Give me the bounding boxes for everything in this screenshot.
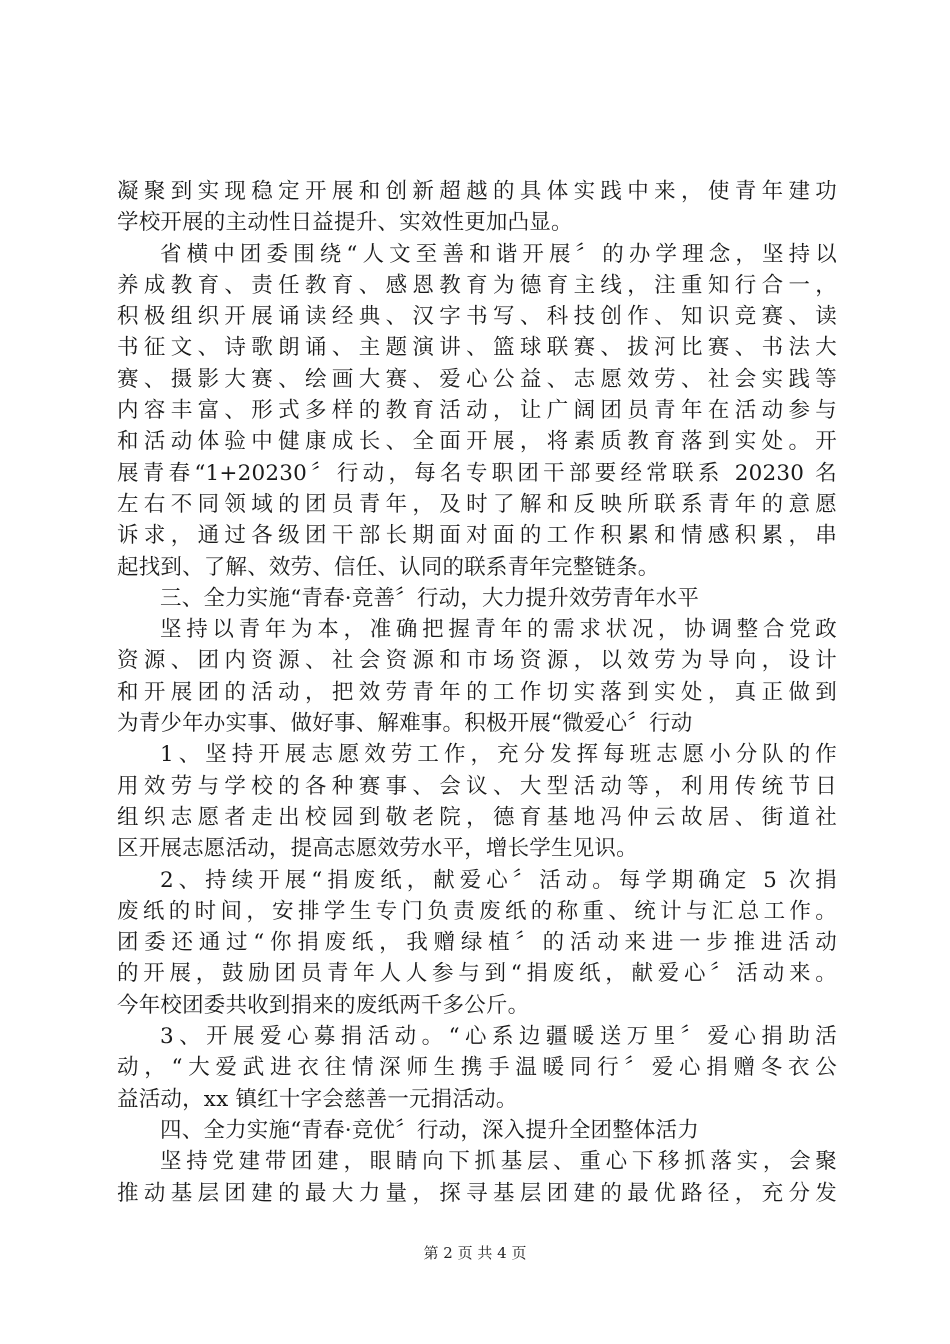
text-line: 展青春“1+20230〞行动，每名专职团干部要经常联系 20230 名 — [117, 460, 837, 486]
text-line: 团委还通过“你捐废纸，我赠绿植〞的活动来进一步推进活动 — [117, 930, 837, 956]
text-line: 赛、摄影大赛、绘画大赛、爱心公益、志愿效劳、社会实践等 — [117, 366, 837, 392]
text-line: 诉求，通过各级团干部长期面对面的工作积累和情感积累，串 — [117, 523, 837, 549]
text-line: 坚持以青年为本，准确把握青年的需求状况，协调整合党政 — [160, 617, 837, 643]
text-line: 的开展，鼓励团员青年人人参与到“捐废纸，献爱心〞活动来。 — [117, 961, 837, 987]
text-line: 省横中团委围绕“人文至善和谐开展〞的办学理念，坚持以 — [160, 241, 837, 267]
text-line: 用效劳与学校的各种赛事、会议、大型活动等，利用传统节日 — [117, 773, 837, 799]
text-line: 养成教育、责任教育、感恩教育为德育主线，注重知行合一， — [117, 272, 837, 298]
text-line: 起找到、了解、效劳、信任、认同的联系青年完整链条。 — [117, 554, 660, 580]
text-line: 1、坚持开展志愿效劳工作，充分发挥每班志愿小分队的作 — [160, 742, 837, 768]
text-line: 资源、团内资源、社会资源和市场资源，以效劳为导向，设计 — [117, 648, 837, 674]
text-line: 为青少年办实事、做好事、解难事。积极开展“微爱心〞行动 — [117, 711, 693, 737]
text-line: 书征文、诗歌朗诵、主题演讲、篮球联赛、拔河比赛、书法大 — [117, 335, 837, 361]
text-line: 和开展团的活动，把效劳青年的工作切实落到实处，真正做到 — [117, 679, 837, 705]
text-line: 凝聚到实现稳定开展和创新超越的具体实践中来，使青年建功 — [117, 179, 837, 204]
text-line: 动，“大爱武进衣往情深师生携手温暖同行〞爱心捐赠冬衣公 — [117, 1055, 837, 1081]
section-heading: 三、全力实施“青春·竞善〞行动，大力提升效劳青年水平 — [160, 585, 700, 611]
text-line: 推动基层团建的最大力量，探寻基层团建的最优路径，充分发 — [117, 1180, 837, 1206]
text-line: 2、持续开展“捐废纸，献爱心〞活动。每学期确定 5 次捐 — [160, 867, 837, 893]
section-heading: 四、全力实施“青春·竞优〞行动，深入提升全团整体活力 — [160, 1117, 700, 1143]
text-line: 坚持党建带团建，眼睛向下抓基层、重心下移抓落实，会聚 — [160, 1149, 837, 1175]
text-line: 组织志愿者走出校园到敬老院，德育基地冯仲云故居、街道社 — [117, 804, 837, 830]
text-line: 学校开展的主动性日益提升、实效性更加凸显。 — [117, 210, 573, 236]
text-line: 和活动体验中健康成长、全面开展，将素质教育落到实处。开 — [117, 429, 837, 455]
text-line: 区开展志愿活动，提高志愿效劳水平，增长学生见识。 — [117, 836, 638, 862]
text-line: 3、开展爱心募捐活动。“心系边疆暖送万里〞爱心捐助活 — [160, 1024, 837, 1050]
page-number-footer: 第 2 页 共 4 页 — [423, 1244, 527, 1262]
text-line: 积极组织开展诵读经典、汉字书写、科技创作、知识竞赛、读 — [117, 304, 837, 330]
text-line: 益活动，xx 镇红十字会慈善一元捐活动。 — [117, 1086, 518, 1112]
document-body — [117, 176, 837, 1209]
text-line: 左右不同领域的团员青年，及时了解和反映所联系青年的意愿 — [117, 491, 837, 517]
text-line: 废纸的时间，安排学生专门负责废纸的称重、统计与汇总工作。 — [117, 898, 837, 924]
text-line: 内容丰富、形式多样的教育活动，让广阔团员青年在活动参与 — [117, 398, 837, 424]
text-line: 今年校团委共收到捐来的废纸两千多公斤。 — [117, 992, 530, 1018]
